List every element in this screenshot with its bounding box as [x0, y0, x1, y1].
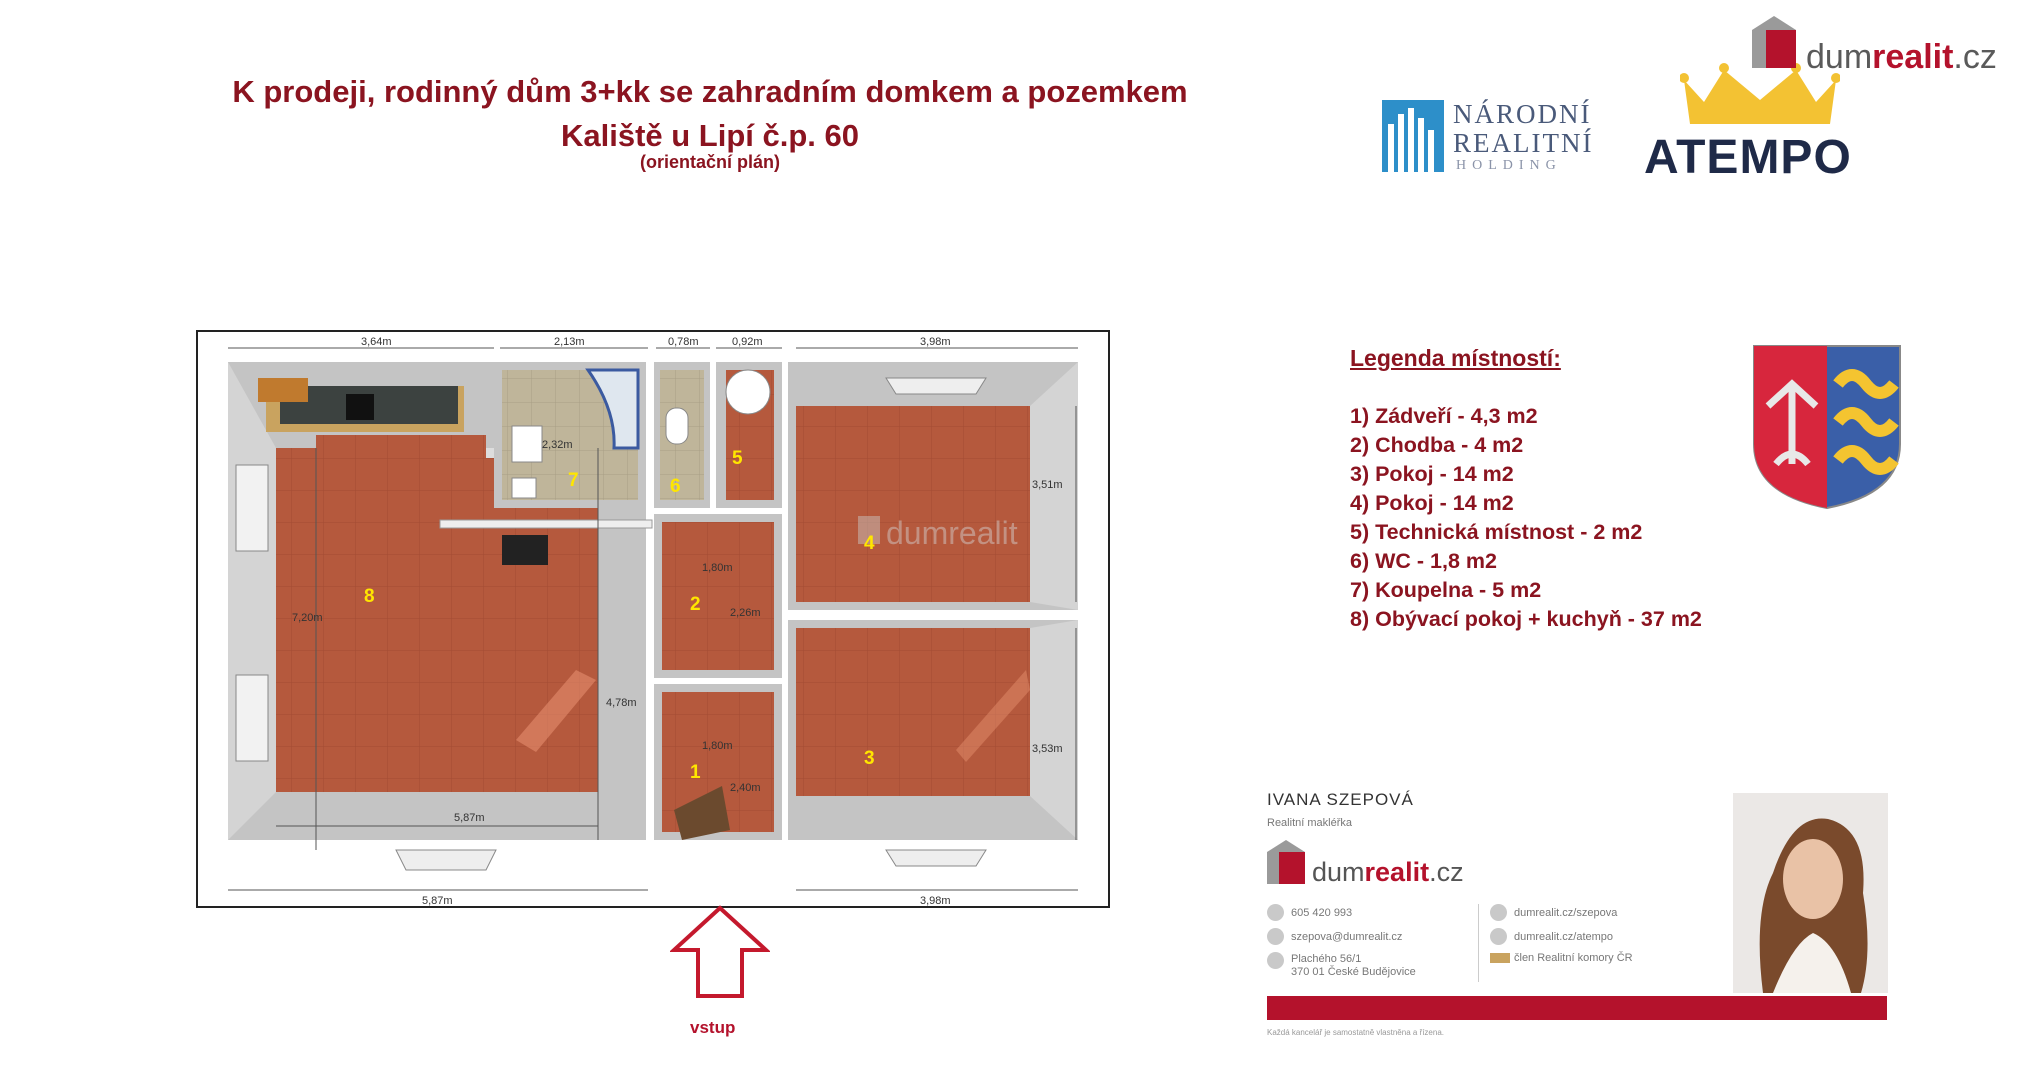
legend-item: 7) Koupelna - 5 m2 — [1350, 578, 1542, 602]
agent-phone[interactable]: 605 420 993 — [1291, 907, 1353, 919]
dumrealit-logo-top: dumrealit.cz — [1806, 38, 1997, 76]
room-1-entry — [654, 684, 782, 840]
entrance-label: vstup — [690, 1018, 736, 1037]
page-title: K prodeji, rodinný dům 3+kk se zahradním domkem a pozemkem — [232, 74, 1188, 109]
legend-item: 8) Obývací pokoj + kuchyň - 37 m2 — [1350, 607, 1702, 631]
kitchen-counter — [258, 378, 464, 432]
legend-item: 3) Pokoj - 14 m2 — [1350, 462, 1514, 486]
plan-subtitle: (orientační plán) — [639, 152, 780, 172]
dim-corridor-w: 1,80m — [702, 562, 733, 574]
footnote: Každá kancelář je samostatně vlastněna a řízena. — [1267, 1028, 1444, 1037]
dim-room4-h: 3,51m — [1032, 479, 1063, 491]
dim-top-5: 3,98m — [920, 336, 951, 348]
agent-role: Realitní makléřka — [1267, 817, 1352, 829]
svg-text:dumrealit: dumrealit — [886, 515, 1018, 551]
legend-item: 6) WC - 1,8 m2 — [1350, 549, 1497, 573]
dim-entry-w: 1,80m — [702, 740, 733, 752]
nrh-logo-sub: HOLDING — [1456, 158, 1562, 173]
dim-room3-h: 3,53m — [1032, 743, 1063, 755]
phone-icon — [1267, 904, 1284, 921]
entrance-arrow-icon — [670, 904, 770, 1000]
room-6-wc — [654, 362, 710, 508]
legend-list — [1350, 402, 1702, 634]
legend-item: 1) Zádveří - 4,3 m2 — [1350, 404, 1538, 428]
window-left-1 — [236, 465, 268, 551]
nrh-logo-text: NÁRODNÍ REALITNÍ — [1453, 99, 1594, 158]
location-icon — [1267, 952, 1284, 969]
address-title: Kaliště u Lipí č.p. 60 — [560, 118, 860, 153]
agent-email[interactable]: szepova@dumrealit.cz — [1291, 931, 1403, 943]
dim-living-part: 4,78m — [606, 697, 637, 709]
agent-address: Plachého 56/1 370 01 České Budějovice — [1291, 953, 1416, 978]
dim-bottom-1: 5,87m — [422, 895, 453, 907]
room-number-1: 1 — [690, 762, 701, 783]
room-number-6: 6 — [670, 476, 681, 497]
dim-top-3: 0,78m — [668, 336, 699, 348]
room-number-2: 2 — [690, 594, 701, 615]
room-number-3: 3 — [864, 748, 875, 769]
room-number-5: 5 — [732, 448, 743, 469]
agent-name: IVANA SZEPOVÁ — [1267, 790, 1414, 809]
dim-living-h: 7,20m — [292, 612, 323, 624]
dim-living-w: 5,87m — [454, 812, 485, 824]
divider — [1478, 904, 1479, 982]
dim-top-1: 3,64m — [361, 336, 392, 348]
nrh-logo-icon — [1382, 100, 1444, 172]
agent-web-2[interactable]: dumrealit.cz/atempo — [1514, 931, 1614, 943]
room-5-technical — [716, 362, 782, 508]
dim-bottom-2: 3,98m — [920, 895, 951, 907]
room-2-corridor — [654, 514, 782, 678]
agent-photo — [1733, 793, 1888, 993]
legend-heading: Legenda místností: — [1350, 345, 1561, 371]
room-number-4: 4 — [864, 533, 875, 554]
dim-entry-h: 2,40m — [730, 782, 761, 794]
web-icon — [1490, 904, 1507, 921]
web-icon — [1490, 928, 1507, 945]
stove-icon — [502, 535, 548, 565]
room-number-7: 7 — [568, 470, 579, 491]
atempo-logo: ATEMPO — [1644, 131, 1852, 184]
coat-of-arms-icon — [1752, 344, 1902, 510]
chamber-logo-icon — [1490, 953, 1510, 963]
dim-bath: 2,32m — [542, 439, 573, 451]
window-bottom-8 — [396, 850, 496, 870]
dumrealit-logo-icon — [1267, 840, 1305, 884]
window-left-2 — [236, 675, 268, 761]
footer-bar — [1267, 996, 1887, 1020]
dumrealit-logo-icon — [1752, 16, 1796, 68]
dim-top-2: 2,13m — [554, 336, 585, 348]
legend-item: 5) Technická místnost - 2 m2 — [1350, 520, 1643, 544]
legend-item: 4) Pokoj - 14 m2 — [1350, 491, 1514, 515]
room-number-8: 8 — [364, 586, 375, 607]
dim-corridor-h: 2,26m — [730, 607, 761, 619]
dumrealit-logo-card: dumrealit.cz — [1312, 857, 1464, 887]
agent-portrait-icon — [1733, 793, 1888, 993]
dim-top-4: 0,92m — [732, 336, 763, 348]
floor-plan — [196, 330, 1110, 908]
agent-chamber: člen Realitní komory ČR — [1514, 952, 1633, 964]
email-icon — [1267, 928, 1284, 945]
agent-web-1[interactable]: dumrealit.cz/szepova — [1514, 907, 1618, 919]
legend-item: 2) Chodba - 4 m2 — [1350, 433, 1524, 457]
